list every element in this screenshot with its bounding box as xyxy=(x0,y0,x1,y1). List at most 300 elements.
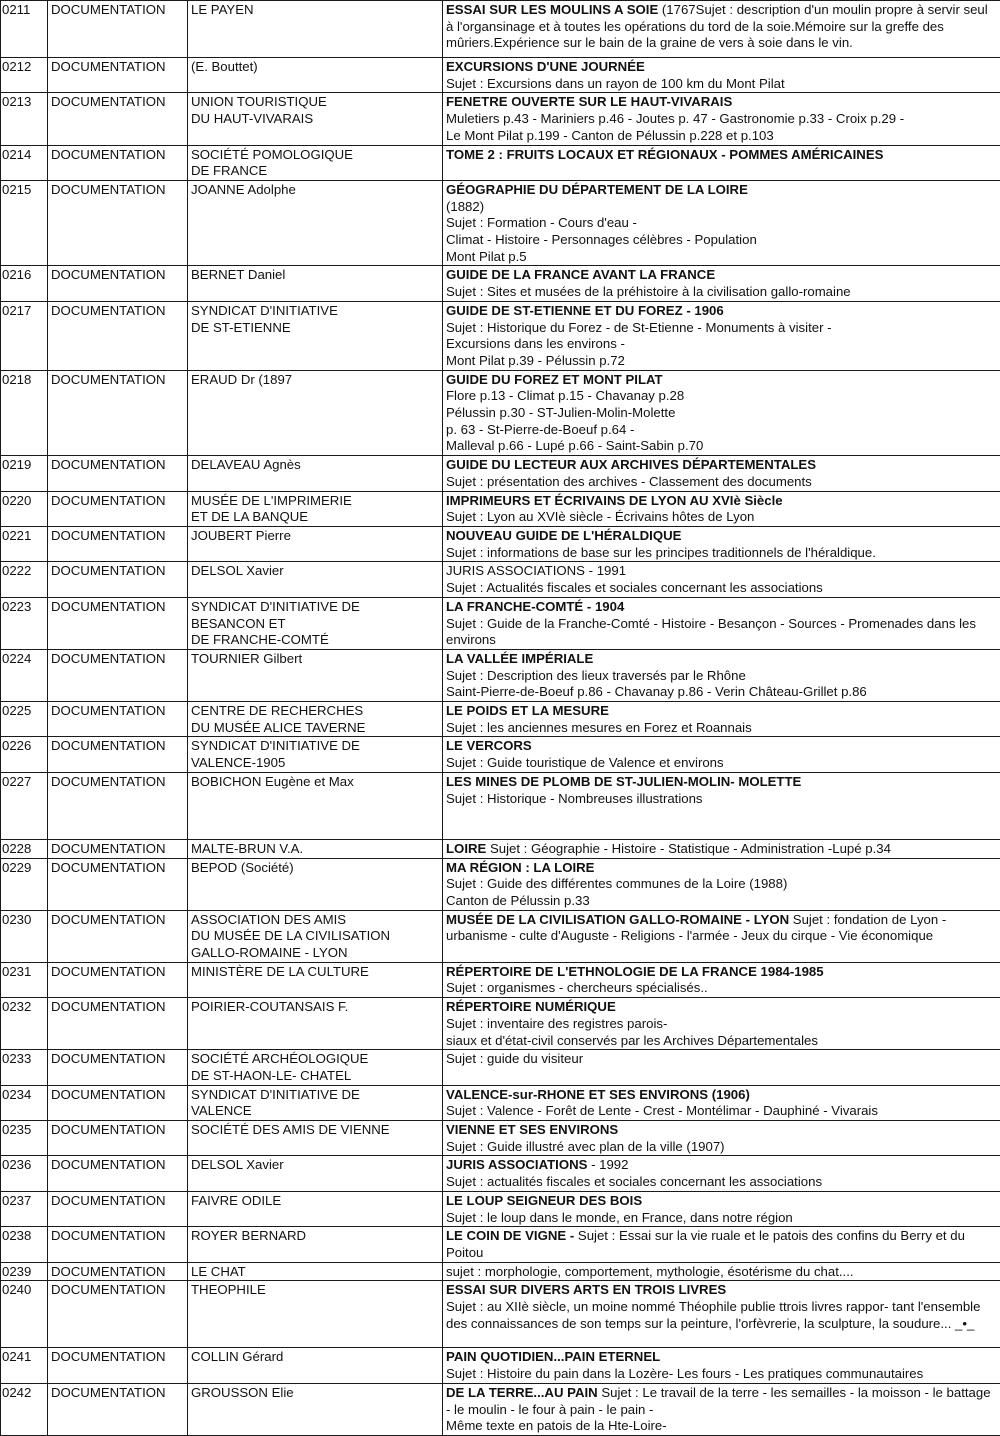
table-row xyxy=(1,998,1000,1050)
title-text: LE POIDS ET LA MESURE xyxy=(446,703,609,718)
subject-text: Flore p.13 - Climat p.15 - Chavanay p.28 xyxy=(446,388,684,403)
table-row xyxy=(1,370,1000,456)
author-line: LE PAYEN xyxy=(191,2,442,19)
record-author xyxy=(188,266,443,301)
description-line xyxy=(446,128,996,145)
title-text: RÉPERTOIRE DE L'ETHNOLOGIE DE LA FRANCE 1984-1985 xyxy=(446,964,824,979)
author-line: BEPOD (Société) xyxy=(191,860,442,877)
title-text: NOUVEAU GUIDE DE L'HÉRALDIQUE xyxy=(446,528,681,543)
record-category: DOCUMENTATION xyxy=(48,562,188,597)
record-author xyxy=(188,180,443,266)
record-number: 0212 xyxy=(1,58,48,93)
description-line xyxy=(446,405,996,422)
description-line xyxy=(446,791,996,808)
description-line xyxy=(446,422,996,439)
description-line xyxy=(446,457,996,474)
subject-text: Mont Pilat p.5 xyxy=(446,249,527,264)
subject-text: Saint-Pierre-de-Boeuf p.86 - Chavanay p.86 - Verin Château-Grillet p.86 xyxy=(446,684,867,699)
description-line xyxy=(446,1228,996,1261)
title-text: PAIN QUOTIDIEN...PAIN ETERNEL xyxy=(446,1349,660,1364)
title-text: MUSÉE DE LA CIVILISATION GALLO-ROMAINE - LYON xyxy=(446,912,789,927)
record-category: DOCUMENTATION xyxy=(48,301,188,370)
author-line: DE ST-ETIENNE xyxy=(191,320,442,337)
record-description xyxy=(443,1227,1000,1262)
author-line: SYNDICAT D'INITIATIVE DE xyxy=(191,738,442,755)
record-category: DOCUMENTATION xyxy=(48,526,188,561)
description-line xyxy=(446,528,996,545)
author-line: DU MUSÉE ALICE TAVERNE xyxy=(191,720,442,737)
record-category: DOCUMENTATION xyxy=(48,1262,188,1281)
record-description xyxy=(443,858,1000,910)
author-line: MUSÉE DE L'IMPRIMERIE xyxy=(191,493,442,510)
title-text: MA RÉGION : LA LOIRE xyxy=(446,860,594,875)
author-line: GROUSSON Elie xyxy=(191,1385,442,1402)
title-text: GÉOGRAPHIE DU DÉPARTEMENT DE LA LOIRE xyxy=(446,182,748,197)
record-category: DOCUMENTATION xyxy=(48,962,188,997)
title-text: LE LOUP SEIGNEUR DES BOIS xyxy=(446,1193,642,1208)
description-line xyxy=(446,388,996,405)
description-line xyxy=(446,1033,996,1050)
subject-text: Muletiers p.43 - Mariniers p.46 - Joutes p. 47 - Gastronomie p.33 - Croix p.29 - xyxy=(446,111,904,126)
record-category: DOCUMENTATION xyxy=(48,649,188,701)
author-line: JOANNE Adolphe xyxy=(191,182,442,199)
description-line xyxy=(446,841,996,858)
record-description xyxy=(443,1085,1000,1120)
subject-text: Sujet : fondation de Lyon - urbanisme - culte d'Auguste - Religions - l'armée - Jeux du cirque - Vie économique xyxy=(446,912,946,944)
title-text: LA VALLÉE IMPÉRIALE xyxy=(446,651,593,666)
record-number: 0235 xyxy=(1,1121,48,1156)
record-author xyxy=(188,1050,443,1085)
description-line xyxy=(446,703,996,720)
record-category: DOCUMENTATION xyxy=(48,491,188,526)
title-text: VALENCE-sur-RHONE ET SES ENVIRONS (1906) xyxy=(446,1087,750,1102)
description-line xyxy=(446,755,996,772)
record-description xyxy=(443,1262,1000,1281)
record-number: 0221 xyxy=(1,526,48,561)
record-description xyxy=(443,1191,1000,1226)
description-line xyxy=(446,284,996,301)
record-author xyxy=(188,702,443,737)
subject-text: Sujet : Le travail de la terre - les semailles - la moisson - le battage - le moulin - le four à pain - le pain - xyxy=(446,1385,991,1417)
author-line: ET DE LA BANQUE xyxy=(191,509,442,526)
description-line xyxy=(446,320,996,337)
record-category: DOCUMENTATION xyxy=(48,910,188,962)
table-row xyxy=(1,839,1000,858)
title-text: LOIRE xyxy=(446,841,486,856)
record-category: DOCUMENTATION xyxy=(48,858,188,910)
record-category: DOCUMENTATION xyxy=(48,702,188,737)
record-author xyxy=(188,93,443,145)
subject-text: Malleval p.66 - Lupé p.66 - Saint-Sabin p.70 xyxy=(446,438,703,453)
table-row xyxy=(1,58,1000,93)
description-line xyxy=(446,1157,996,1174)
description-line xyxy=(446,94,996,111)
record-number: 0233 xyxy=(1,1050,48,1085)
record-category: DOCUMENTATION xyxy=(48,737,188,772)
record-author xyxy=(188,491,443,526)
description-line xyxy=(446,199,996,216)
record-description xyxy=(443,562,1000,597)
table-row xyxy=(1,962,1000,997)
subject-text: Sujet : Formation - Cours d'eau - xyxy=(446,215,637,230)
description-line xyxy=(446,353,996,370)
title-text: LE VERCORS xyxy=(446,738,532,753)
table-row xyxy=(1,649,1000,701)
table-row xyxy=(1,1191,1000,1226)
subject-text: Sujet : Lyon au XVIè siècle - Écrivains hôtes de Lyon xyxy=(446,509,754,524)
record-author xyxy=(188,839,443,858)
record-category: DOCUMENTATION xyxy=(48,1085,188,1120)
author-line: DU HAUT-VIVARAIS xyxy=(191,111,442,128)
record-category: DOCUMENTATION xyxy=(48,1121,188,1156)
record-number: 0214 xyxy=(1,145,48,180)
record-author xyxy=(188,1156,443,1191)
record-author xyxy=(188,1383,443,1435)
description-line xyxy=(446,182,996,199)
title-text: ESSAI SUR LES MOULINS A SOIE xyxy=(446,2,658,17)
description-line xyxy=(446,372,996,389)
subject-text: Sujet : Description des lieux traversés par le Rhône xyxy=(446,668,746,683)
description-line xyxy=(446,1051,996,1068)
table-row xyxy=(1,1121,1000,1156)
subject-text: Sujet : inventaire des registres parois- xyxy=(446,1016,667,1031)
description-line xyxy=(446,111,996,128)
author-line: BESANCON ET xyxy=(191,616,442,633)
record-description xyxy=(443,370,1000,456)
subject-text: JURIS ASSOCIATIONS - 1991 xyxy=(446,563,626,578)
description-line xyxy=(446,147,996,164)
description-line xyxy=(446,738,996,755)
record-author xyxy=(188,562,443,597)
subject-text: Sujet : Guide touristique de Valence et environs xyxy=(446,755,724,770)
record-category: DOCUMENTATION xyxy=(48,266,188,301)
table-row xyxy=(1,1227,1000,1262)
record-category: DOCUMENTATION xyxy=(48,180,188,266)
record-number: 0220 xyxy=(1,491,48,526)
record-category: DOCUMENTATION xyxy=(48,1348,188,1383)
subject-text: Sujet : Sites et musées de la préhistoire à la civilisation gallo-romaine xyxy=(446,284,851,299)
record-description xyxy=(443,839,1000,858)
subject-text: Sujet : Historique du Forez - de St-Etienne - Monuments à visiter - xyxy=(446,320,832,335)
record-category: DOCUMENTATION xyxy=(48,998,188,1050)
subject-text: Sujet : Guide des différentes communes de la Loire (1988) xyxy=(446,876,787,891)
record-author xyxy=(188,962,443,997)
description-line xyxy=(446,215,996,232)
author-line: DE FRANCE xyxy=(191,163,442,180)
author-line: UNION TOURISTIQUE xyxy=(191,94,442,111)
description-line xyxy=(446,580,996,597)
table-row xyxy=(1,180,1000,266)
title-text: LES MINES DE PLOMB DE ST-JULIEN-MOLIN- MOLETTE xyxy=(446,774,801,789)
table-row xyxy=(1,1348,1000,1383)
record-category: DOCUMENTATION xyxy=(48,597,188,649)
subject-text: Sujet : Actualités fiscales et sociales concernant les associations xyxy=(446,580,823,595)
description-line xyxy=(446,876,996,893)
author-line: MINISTÈRE DE LA CULTURE xyxy=(191,964,442,981)
description-line xyxy=(446,1349,996,1366)
author-line: VALENCE xyxy=(191,1103,442,1120)
record-category: DOCUMENTATION xyxy=(48,93,188,145)
record-author xyxy=(188,1262,443,1281)
subject-text: Sujet : organismes - chercheurs spécialisés.. xyxy=(446,980,708,995)
record-description xyxy=(443,301,1000,370)
author-line: GALLO-ROMAINE - LYON xyxy=(191,945,442,962)
subject-text: Sujet : Historique - Nombreuses illustrations xyxy=(446,791,703,806)
description-line xyxy=(446,616,996,649)
record-number: 0225 xyxy=(1,702,48,737)
table-row xyxy=(1,93,1000,145)
title-text: TOME 2 : FRUITS LOCAUX ET RÉGIONAUX - POMMES AMÉRICAINES xyxy=(446,147,883,162)
subject-text: Mont Pilat p.39 - Pélussin p.72 xyxy=(446,353,625,368)
description-line xyxy=(446,2,996,52)
subject-text: Climat - Histoire - Personnages célèbres - Population xyxy=(446,232,757,247)
table-row xyxy=(1,1156,1000,1191)
description-line xyxy=(446,509,996,526)
author-line: SOCIÉTÉ DES AMIS DE VIENNE xyxy=(191,1122,442,1139)
description-line xyxy=(446,1193,996,1210)
record-description xyxy=(443,1050,1000,1085)
author-line: ASSOCIATION DES AMIS xyxy=(191,912,442,929)
author-line: BERNET Daniel xyxy=(191,267,442,284)
author-line: DELSOL Xavier xyxy=(191,1157,442,1174)
record-category: DOCUMENTATION xyxy=(48,58,188,93)
record-category: DOCUMENTATION xyxy=(48,145,188,180)
record-number: 0240 xyxy=(1,1281,48,1348)
record-number: 0227 xyxy=(1,772,48,839)
record-author xyxy=(188,1085,443,1120)
author-line: SYNDICAT D'INITIATIVE xyxy=(191,303,442,320)
description-line xyxy=(446,1087,996,1104)
record-author xyxy=(188,58,443,93)
title-text: GUIDE DU LECTEUR AUX ARCHIVES DÉPARTEMENTALES xyxy=(446,457,816,472)
author-line: ROYER BERNARD xyxy=(191,1228,442,1245)
subject-text: Sujet : présentation des archives - Classement des documents xyxy=(446,474,812,489)
description-line xyxy=(446,893,996,910)
record-author xyxy=(188,370,443,456)
record-description xyxy=(443,1383,1000,1435)
record-description xyxy=(443,702,1000,737)
record-number: 0242 xyxy=(1,1383,48,1435)
record-author xyxy=(188,858,443,910)
record-number: 0234 xyxy=(1,1085,48,1120)
table-row xyxy=(1,1050,1000,1085)
description-line xyxy=(446,860,996,877)
subject-text: Excursions dans les environs - xyxy=(446,336,625,351)
table-row xyxy=(1,456,1000,491)
record-description xyxy=(443,491,1000,526)
record-number: 0241 xyxy=(1,1348,48,1383)
description-line xyxy=(446,1264,996,1281)
subject-text: Sujet : Guide illustré avec plan de la ville (1907) xyxy=(446,1139,725,1154)
subject-text: (1882) xyxy=(446,199,484,214)
subject-text: Même texte en patois de la Hte-Loire- xyxy=(446,1418,667,1433)
record-number: 0224 xyxy=(1,649,48,701)
record-category: DOCUMENTATION xyxy=(48,1156,188,1191)
record-number: 0237 xyxy=(1,1191,48,1226)
table-row xyxy=(1,1383,1000,1435)
record-number: 0223 xyxy=(1,597,48,649)
table-row xyxy=(1,526,1000,561)
author-line: JOUBERT Pierre xyxy=(191,528,442,545)
author-line: DU MUSÉE DE LA CIVILISATION xyxy=(191,928,442,945)
description-line xyxy=(446,1103,996,1120)
record-number: 0236 xyxy=(1,1156,48,1191)
title-text: ESSAI SUR DIVERS ARTS EN TROIS LIVRES xyxy=(446,1282,726,1297)
author-line: DELSOL Xavier xyxy=(191,563,442,580)
author-line: (E. Bouttet) xyxy=(191,59,442,76)
author-line: TOURNIER Gilbert xyxy=(191,651,442,668)
title-text: RÉPERTOIRE NUMÉRIQUE xyxy=(446,999,616,1014)
record-description xyxy=(443,737,1000,772)
record-description xyxy=(443,772,1000,839)
title-text: GUIDE DE LA FRANCE AVANT LA FRANCE xyxy=(446,267,715,282)
title-text: IMPRIMEURS ET ÉCRIVAINS DE LYON AU XVIè Siècle xyxy=(446,493,783,508)
description-line xyxy=(446,303,996,320)
description-line xyxy=(446,912,996,945)
record-number: 0239 xyxy=(1,1262,48,1281)
author-line: DE FRANCHE-COMTÉ xyxy=(191,632,442,649)
description-line xyxy=(446,1210,996,1227)
author-line: POIRIER-COUTANSAIS F. xyxy=(191,999,442,1016)
record-number: 0213 xyxy=(1,93,48,145)
record-author xyxy=(188,910,443,962)
record-number: 0219 xyxy=(1,456,48,491)
title-text: LE COIN DE VIGNE - xyxy=(446,1228,574,1243)
description-line xyxy=(446,964,996,981)
record-description xyxy=(443,145,1000,180)
title-text: VIENNE ET SES ENVIRONS xyxy=(446,1122,618,1137)
description-line xyxy=(446,545,996,562)
subject-text: Sujet : les anciennes mesures en Forez et Roannais xyxy=(446,720,752,735)
author-line: MALTE-BRUN V.A. xyxy=(191,841,442,858)
table-row xyxy=(1,597,1000,649)
subject-text: Sujet : Géographie - Histoire - Statistique - Administration -Lupé p.34 xyxy=(486,841,891,856)
author-line: SOCIÉTÉ POMOLOGIQUE xyxy=(191,147,442,164)
subject-text: Sujet : actualités fiscales et sociales concernant les associations xyxy=(446,1174,822,1189)
record-author xyxy=(188,737,443,772)
description-line xyxy=(446,651,996,668)
record-description xyxy=(443,58,1000,93)
record-author xyxy=(188,1348,443,1383)
description-line xyxy=(446,1139,996,1156)
author-line: COLLIN Gérard xyxy=(191,1349,442,1366)
author-line: BOBICHON Eugène et Max xyxy=(191,774,442,791)
author-line: THEOPHILE xyxy=(191,1282,442,1299)
catalog-body xyxy=(1,1,1000,1436)
record-number: 0217 xyxy=(1,301,48,370)
subject-text: siaux et d'état-civil conservés par les Archives Départementales xyxy=(446,1033,818,1048)
record-author xyxy=(188,1,443,58)
record-description xyxy=(443,1,1000,58)
record-number: 0238 xyxy=(1,1227,48,1262)
record-author xyxy=(188,1227,443,1262)
record-author xyxy=(188,526,443,561)
record-category: DOCUMENTATION xyxy=(48,1281,188,1348)
record-number: 0230 xyxy=(1,910,48,962)
table-row xyxy=(1,772,1000,839)
subject-text: Sujet : le loup dans le monde, en France, dans notre région xyxy=(446,1210,793,1225)
record-number: 0211 xyxy=(1,1,48,58)
record-category: DOCUMENTATION xyxy=(48,456,188,491)
record-description xyxy=(443,266,1000,301)
record-author xyxy=(188,1281,443,1348)
table-row xyxy=(1,858,1000,910)
description-line xyxy=(446,1282,996,1299)
author-line: SYNDICAT D'INITIATIVE DE xyxy=(191,1087,442,1104)
record-author xyxy=(188,649,443,701)
description-line xyxy=(446,599,996,616)
description-line xyxy=(446,774,996,791)
record-category: DOCUMENTATION xyxy=(48,1050,188,1085)
record-author xyxy=(188,1191,443,1226)
subject-text: Sujet : Valence - Forêt de Lente - Crest - Montélimar - Dauphiné - Vivarais xyxy=(446,1103,878,1118)
subject-text: sujet : morphologie, comportement, mythologie, ésotérisme du chat.... xyxy=(446,1264,854,1279)
description-line xyxy=(446,1174,996,1191)
description-line xyxy=(446,720,996,737)
description-line xyxy=(446,267,996,284)
record-description xyxy=(443,456,1000,491)
description-line xyxy=(446,1385,996,1418)
record-category: DOCUMENTATION xyxy=(48,772,188,839)
subject-text: (1767Sujet : description d'un moulin propre à servir seul à l'organsinage et à toutes les opérations du tord de la soie.Mémoire sur la greffe des mûriers.Expérience sur le bain de la graine de vers à soie dans le vin. xyxy=(446,2,988,50)
description-line xyxy=(446,493,996,510)
subject-text: Le Mont Pilat p.199 - Canton de Pélussin p.228 et p.103 xyxy=(446,128,774,143)
table-row xyxy=(1,1085,1000,1120)
description-line xyxy=(446,1299,996,1332)
record-description xyxy=(443,93,1000,145)
table-row xyxy=(1,1281,1000,1348)
subject-text: Sujet : Guide de la Franche-Comté - Histoire - Besançon - Sources - Promenades dans les environs xyxy=(446,616,976,648)
record-number: 0231 xyxy=(1,962,48,997)
record-description xyxy=(443,998,1000,1050)
record-description xyxy=(443,962,1000,997)
author-line: VALENCE-1905 xyxy=(191,755,442,772)
record-number: 0218 xyxy=(1,370,48,456)
subject-text: Sujet : Histoire du pain dans la Lozère- Les fours - Les pratiques communautaires xyxy=(446,1366,923,1381)
description-line xyxy=(446,563,996,580)
subject-text: - 1992 xyxy=(587,1157,628,1172)
record-description xyxy=(443,180,1000,266)
record-category: DOCUMENTATION xyxy=(48,1227,188,1262)
description-line xyxy=(446,684,996,701)
table-row xyxy=(1,266,1000,301)
description-line xyxy=(446,474,996,491)
author-line: SOCIÉTÉ ARCHÉOLOGIQUE xyxy=(191,1051,442,1068)
description-line xyxy=(446,59,996,76)
description-line xyxy=(446,76,996,93)
record-category: DOCUMENTATION xyxy=(48,839,188,858)
record-description xyxy=(443,597,1000,649)
record-description xyxy=(443,1281,1000,1348)
record-description xyxy=(443,910,1000,962)
description-line xyxy=(446,232,996,249)
author-line: LE CHAT xyxy=(191,1264,442,1281)
record-author xyxy=(188,301,443,370)
table-row xyxy=(1,301,1000,370)
record-description xyxy=(443,1156,1000,1191)
record-number: 0226 xyxy=(1,737,48,772)
description-line xyxy=(446,336,996,353)
record-category: DOCUMENTATION xyxy=(48,1383,188,1435)
subject-text: Sujet : informations de base sur les principes traditionnels de l'héraldique. xyxy=(446,545,876,560)
table-row xyxy=(1,702,1000,737)
table-row xyxy=(1,1,1000,58)
record-number: 0229 xyxy=(1,858,48,910)
record-description xyxy=(443,1348,1000,1383)
record-number: 0222 xyxy=(1,562,48,597)
subject-text: Canton de Pélussin p.33 xyxy=(446,893,590,908)
record-number: 0228 xyxy=(1,839,48,858)
